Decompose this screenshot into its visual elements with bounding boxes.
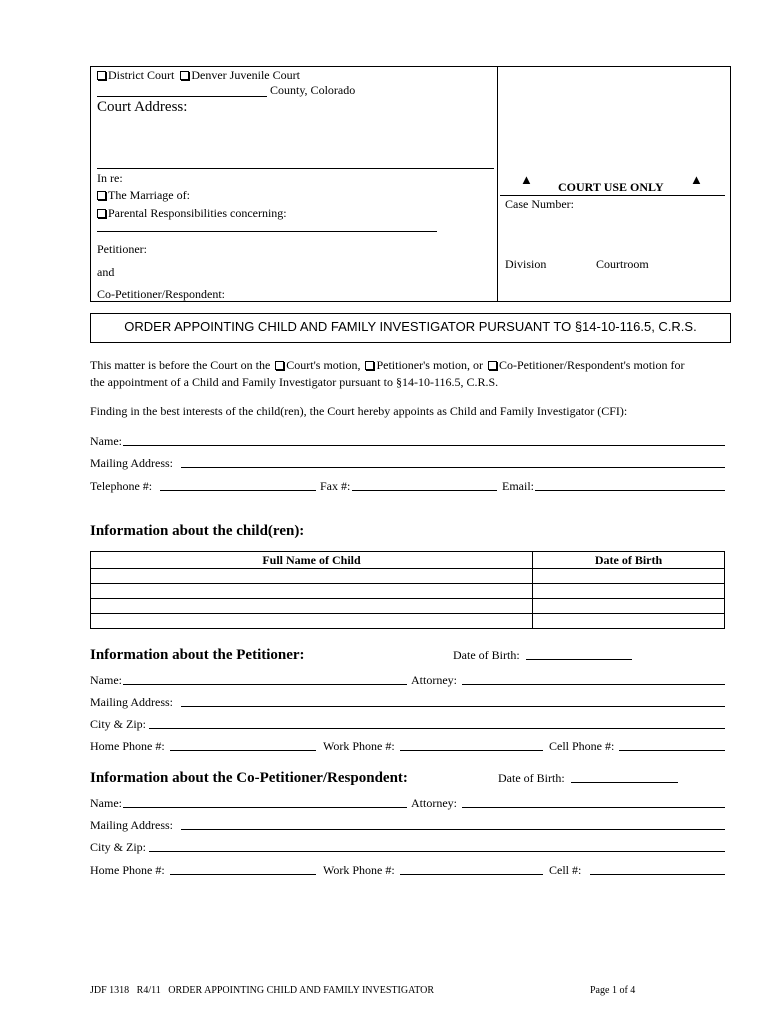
courts-motion-label: Court's motion,: [286, 358, 361, 372]
parental-row: [97, 206, 287, 221]
co-petitioner-name-label: Name:: [90, 796, 122, 810]
child-dob-cell[interactable]: [533, 614, 725, 629]
court-address-label: Court Address:: [97, 99, 188, 115]
table-row: [91, 599, 725, 614]
district-court-label: District Court: [108, 68, 175, 82]
co-petitioner-work-phone-field[interactable]: [400, 874, 543, 875]
petitioner-caption-label: Petitioner:: [97, 242, 147, 256]
co-petitioner-dob-field[interactable]: [571, 782, 678, 783]
table-row: [91, 584, 725, 599]
caption-divider: [497, 66, 498, 302]
cfi-telephone-field[interactable]: [160, 490, 316, 491]
co-petitioner-mailing-label: Mailing Address:: [90, 818, 173, 832]
parental-label: Parental Responsibilities concerning:: [108, 206, 287, 220]
co-petitioner-city-field[interactable]: [149, 851, 725, 852]
denver-juvenile-court-label: Denver Juvenile Court: [191, 68, 300, 82]
court-type-row: [97, 68, 300, 83]
up-arrow-icon: ▲: [690, 172, 703, 187]
petitioner-name-field[interactable]: [123, 684, 407, 685]
and-label: and: [97, 265, 115, 279]
petitioner-work-phone-field[interactable]: [400, 750, 543, 751]
petitioner-cell-phone-field[interactable]: [619, 750, 725, 751]
co-petitioner-home-phone-field[interactable]: [170, 874, 316, 875]
co-petitioner-cell-field[interactable]: [590, 874, 725, 875]
co-petitioner-attorney-field[interactable]: [462, 807, 725, 808]
county-label: County, Colorado: [270, 83, 356, 97]
cfi-email-field[interactable]: [535, 490, 725, 491]
child-name-cell[interactable]: [91, 599, 533, 614]
county-field[interactable]: [97, 96, 267, 97]
cfi-telephone-label: Telephone #:: [90, 479, 153, 493]
parental-checkbox[interactable]: [97, 209, 106, 218]
petitioner-city-field[interactable]: [149, 728, 725, 729]
table-header-row: [91, 552, 725, 569]
petitioner-mailing-label: Mailing Address:: [90, 695, 173, 709]
in-re-label: In re:: [97, 171, 123, 185]
intro-line-2: the appointment of a Child and Family Investigator pursuant to §14-10-116.5, C.R.S.: [90, 375, 499, 389]
co-petitioner-motion-checkbox[interactable]: [488, 361, 497, 370]
court-use-only-label: COURT USE ONLY: [558, 180, 664, 194]
petitioner-cell-phone-label: Cell Phone #:: [549, 739, 615, 753]
full-name-column-header: Full Name of Child: [91, 552, 533, 569]
petitioner-city-label: City & Zip:: [90, 717, 147, 731]
marriage-row: [97, 188, 190, 203]
page-number: Page 1 of 4: [590, 985, 636, 996]
cfi-email-label: Email:: [502, 479, 534, 493]
cfi-mailing-label: Mailing Address:: [90, 456, 173, 470]
petitioner-work-phone-label: Work Phone #:: [323, 739, 395, 753]
petitioner-heading: Information about the Petitioner:: [90, 647, 305, 663]
co-petitioner-cell-label: Cell #:: [549, 863, 582, 877]
co-petitioner-caption-label: Co-Petitioner/Respondent:: [97, 287, 225, 301]
co-petitioner-mailing-field[interactable]: [181, 829, 725, 830]
co-petitioner-city-label: City & Zip:: [90, 840, 147, 854]
child-name-cell[interactable]: [91, 584, 533, 599]
child-dob-cell[interactable]: [533, 584, 725, 599]
table-row: [91, 614, 725, 629]
child-name-cell[interactable]: [91, 614, 533, 629]
cfi-fax-field[interactable]: [352, 490, 497, 491]
district-court-checkbox[interactable]: [97, 71, 106, 80]
caption-separator: [97, 168, 494, 169]
court-use-divider: [500, 195, 725, 196]
co-petitioner-motion-label: Co-Petitioner/Respondent's motion for: [498, 358, 685, 372]
co-petitioner-home-phone-label: Home Phone #:: [90, 863, 165, 877]
courtroom-label[interactable]: Courtroom: [596, 257, 649, 271]
cfi-name-label: Name:: [90, 434, 122, 448]
cfi-name-field[interactable]: [123, 445, 725, 446]
child-name-cell[interactable]: [91, 569, 533, 584]
courts-motion-checkbox[interactable]: [275, 361, 284, 370]
up-arrow-icon: ▲: [520, 172, 533, 187]
intro-line-1: [90, 358, 684, 373]
dob-column-header: Date of Birth: [533, 552, 725, 569]
petitioners-motion-label: Petitioner's motion, or: [376, 358, 483, 372]
petitioner-home-phone-label: Home Phone #:: [90, 739, 165, 753]
petitioner-name-label: Name:: [90, 673, 122, 687]
table-row: [91, 569, 725, 584]
denver-juvenile-court-checkbox[interactable]: [180, 71, 189, 80]
petitioner-home-phone-field[interactable]: [170, 750, 316, 751]
petitioner-attorney-label: Attorney:: [411, 673, 457, 687]
form-footer-id: JDF 1318 R4/11 ORDER APPOINTING CHILD AND FAMILY INVESTIGATOR: [90, 985, 435, 996]
children-table: [90, 551, 725, 629]
cfi-fax-label: Fax #:: [320, 479, 351, 493]
marriage-checkbox[interactable]: [97, 191, 106, 200]
petitioner-mailing-field[interactable]: [181, 706, 725, 707]
co-petitioner-attorney-label: Attorney:: [411, 796, 457, 810]
petitioner-dob-label: Date of Birth:: [453, 648, 520, 662]
petitioner-dob-field[interactable]: [526, 659, 632, 660]
co-petitioner-heading: Information about the Co-Petitioner/Respondent:: [90, 770, 408, 786]
petitioners-motion-checkbox[interactable]: [365, 361, 374, 370]
children-heading: Information about the child(ren):: [90, 523, 305, 539]
marriage-label: The Marriage of:: [108, 188, 190, 202]
child-dob-cell[interactable]: [533, 599, 725, 614]
co-petitioner-dob-label: Date of Birth:: [498, 771, 565, 785]
finding-text: Finding in the best interests of the child(ren), the Court hereby appoints as Child and Family Investigator (CFI):: [90, 404, 628, 418]
case-number-label[interactable]: Case Number:: [505, 197, 574, 211]
co-petitioner-work-phone-label: Work Phone #:: [323, 863, 395, 877]
child-dob-cell[interactable]: [533, 569, 725, 584]
form-title: ORDER APPOINTING CHILD AND FAMILY INVESTIGATOR PURSUANT TO §14-10-116.5, C.R.S.: [124, 319, 697, 334]
intro-text: This matter is before the Court on the: [90, 358, 271, 372]
division-label[interactable]: Division: [505, 257, 547, 271]
parties-field[interactable]: [97, 231, 437, 232]
petitioner-attorney-field[interactable]: [462, 684, 725, 685]
co-petitioner-name-field[interactable]: [123, 807, 407, 808]
cfi-mailing-field[interactable]: [181, 467, 725, 468]
